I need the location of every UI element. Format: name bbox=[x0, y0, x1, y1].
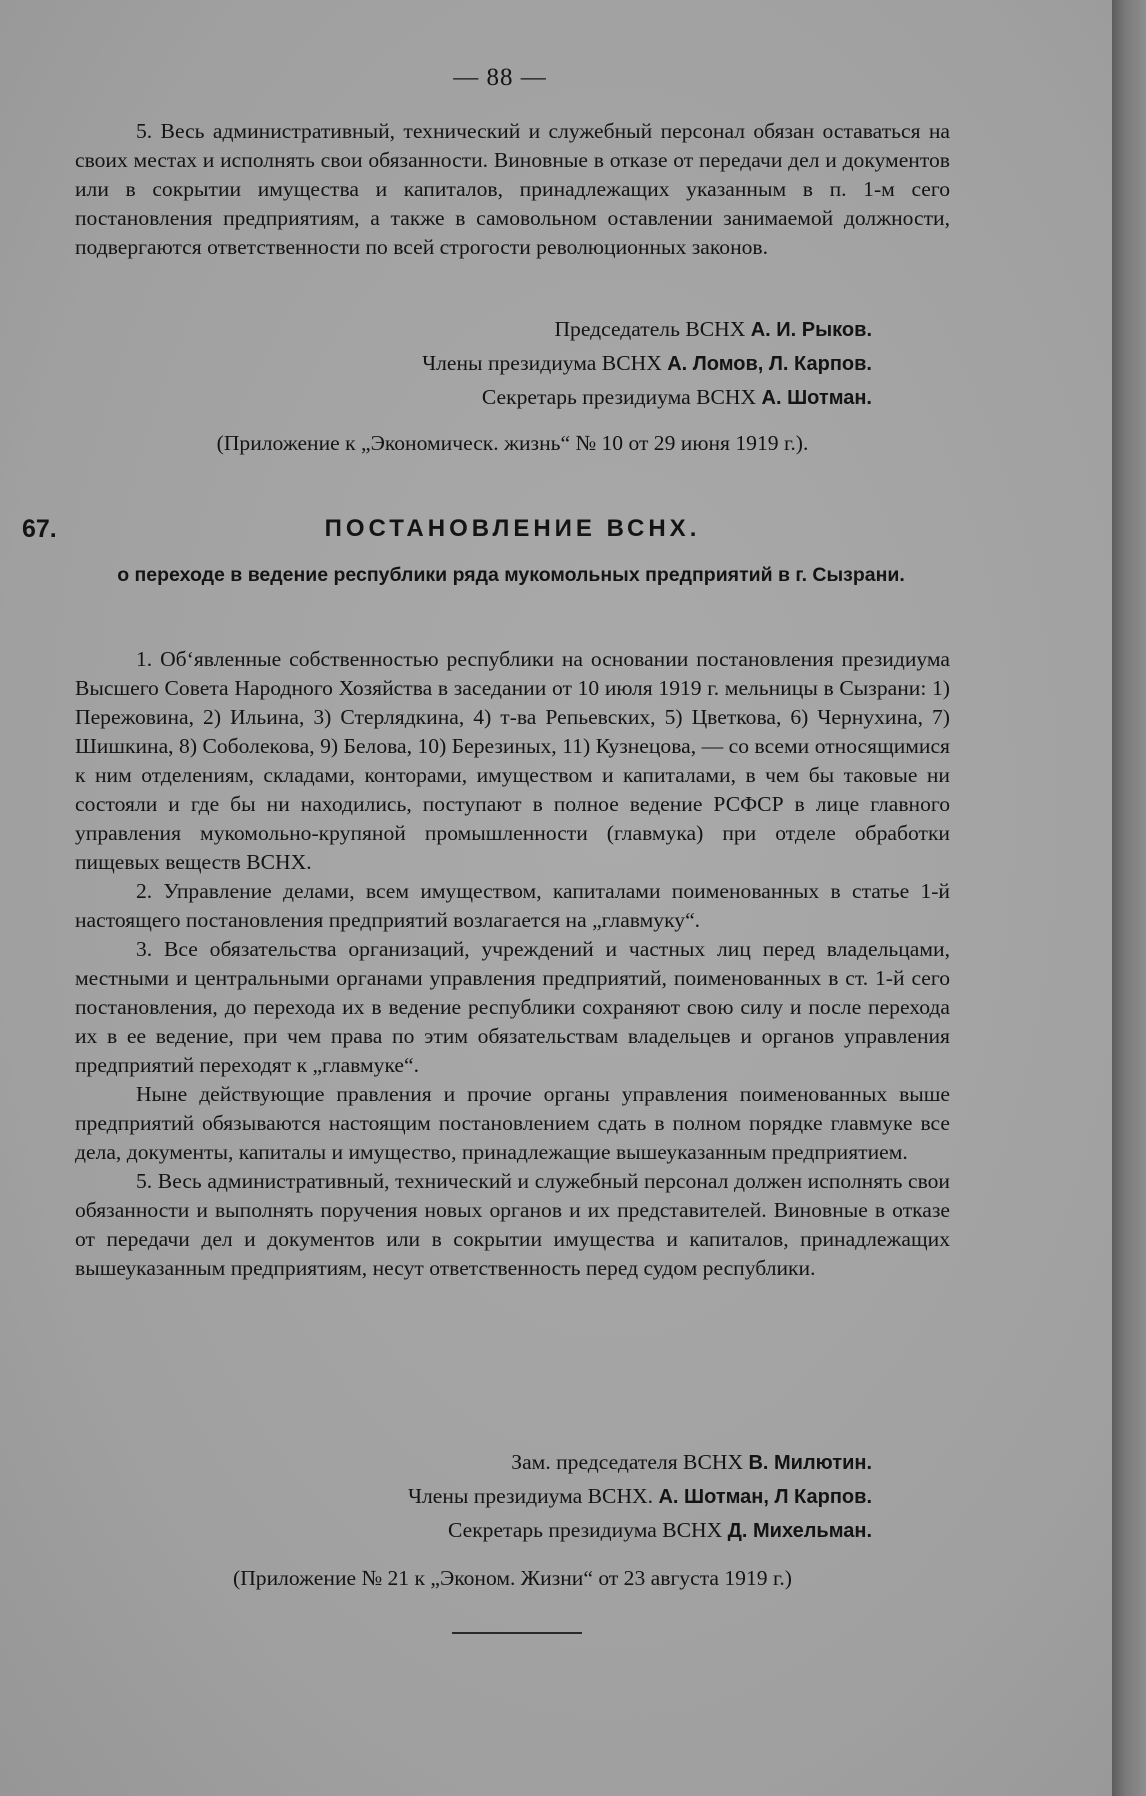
decree-signatures bbox=[75, 1446, 950, 1548]
decree-paragraph-5: 5. Весь административный, технический и служебный персонал должен исполнять свои обязанности и выполнять поручения новых органов и их представителей. Виновные в отказе от передачи дел и документов или в сокрытии имущества и капиталов, принадлежащих вышеуказанным предприятиям, несут ответственность перед судом республики. bbox=[75, 1169, 950, 1280]
prev-signature-chairman: Председатель ВСНХ А. И. Рыков. bbox=[554, 317, 872, 341]
decree-source-note-wrap bbox=[75, 1563, 950, 1593]
decree-paragraph-3: 3. Все обязательства организаций, учреждений и частных лиц перед владельцами, местными и центральными органами управления предприятий, поименованных в ст. 1-й сего постановления, до перехода их в ведение республики сохраняют свою силу и после перехода их в ее ведение, при чем права по этим обязательствам владельцев и органов управления предприятий переходят к „главмуке“. bbox=[75, 937, 950, 1077]
decree-paragraph-1: 1. Об‘явленные собственностью республики на основании постановления президиума Высшего Совета Народного Хозяйства в заседании от 10 июля 1919 г. мельницы в Сызрани: 1) Пережовина, 2) Ильина, 3) Стерлядкина, 4) т-ва Репьевских, 5) Цветкова, 6) Чернухина, 7) Шишкина, 8) Соболекова, 9) Белова, 10) Березиных, 11) Кузнецова, — со всеми относящимися к ним отделениям, складами, конторами, имуществом и капиталами, в чем бы таковые ни состояли и где бы ни находились, поступают в полное ведение РСФСР в лице главного управления мукомольно-крупяной промышленности (главмука) при отделе обработки пищевых веществ ВСНХ. bbox=[75, 647, 950, 874]
decree-number: 67. bbox=[22, 515, 57, 543]
decree-body bbox=[75, 645, 950, 1283]
prev-paragraph-5: 5. Весь административный, технический и служебный персонал обязан оставаться на своих местах и исполнять свои обязанности. Виновные в отказе от передачи дел и документов или в сокрытии имущества и капиталов, принадлежащих указанным в п. 1-м сего постановления предприятиям, а также в самовольном оставлении занимаемой должности, подвергаются ответственности по всей строгости революционных законов. bbox=[75, 119, 950, 259]
signature-deputy-chairman: Зам. председателя ВСНХ В. Милютин. bbox=[511, 1450, 872, 1474]
prev-source-note: (Приложение к „Экономическ. жизнь“ № 10 от 29 июня 1919 г.). bbox=[216, 431, 809, 455]
decree-paragraph-4: Ныне действующие правления и прочие органы управления поименованных выше предприятий обязываются настоящим постановлением сдать в полном порядке главмуке все дела, документы, капиталы и имущество, принадлежащие вышеуказанным предприятием. bbox=[75, 1082, 950, 1164]
page-edge-shadow bbox=[1112, 0, 1146, 1796]
previous-decree-tail bbox=[75, 117, 950, 262]
prev-signatures bbox=[75, 313, 950, 415]
prev-signature-members: Члены президиума ВСНХ А. Ломов, Л. Карпов. bbox=[422, 351, 872, 375]
decree-subtitle: о переходе в ведение республики ряда мукомольных предприятий в г. Сызрани. bbox=[117, 564, 905, 586]
decree-source-note: (Приложение № 21 к „Эконом. Жизни“ от 23 августа 1919 г.) bbox=[233, 1566, 792, 1590]
page-number: — 88 — bbox=[453, 64, 547, 91]
decree-paragraph-2: 2. Управление делами, всем имуществом, капиталами поименованных в статье 1-й настоящего постановления предприятий возлагается на „главмуку“. bbox=[75, 879, 950, 932]
signature-secretary: Секретарь президиума ВСНХ Д. Михельман. bbox=[447, 1518, 872, 1542]
decree-title: ПОСТАНОВЛЕНИЕ ВСНХ. bbox=[324, 515, 701, 542]
signature-members: Члены президиума ВСНХ. А. Шотман, Л Карпов. bbox=[407, 1484, 872, 1508]
closing-rule bbox=[452, 1632, 582, 1634]
prev-source-note-wrap bbox=[75, 428, 950, 458]
prev-signature-secretary: Секретарь президиума ВСНХ А. Шотман. bbox=[481, 385, 872, 409]
